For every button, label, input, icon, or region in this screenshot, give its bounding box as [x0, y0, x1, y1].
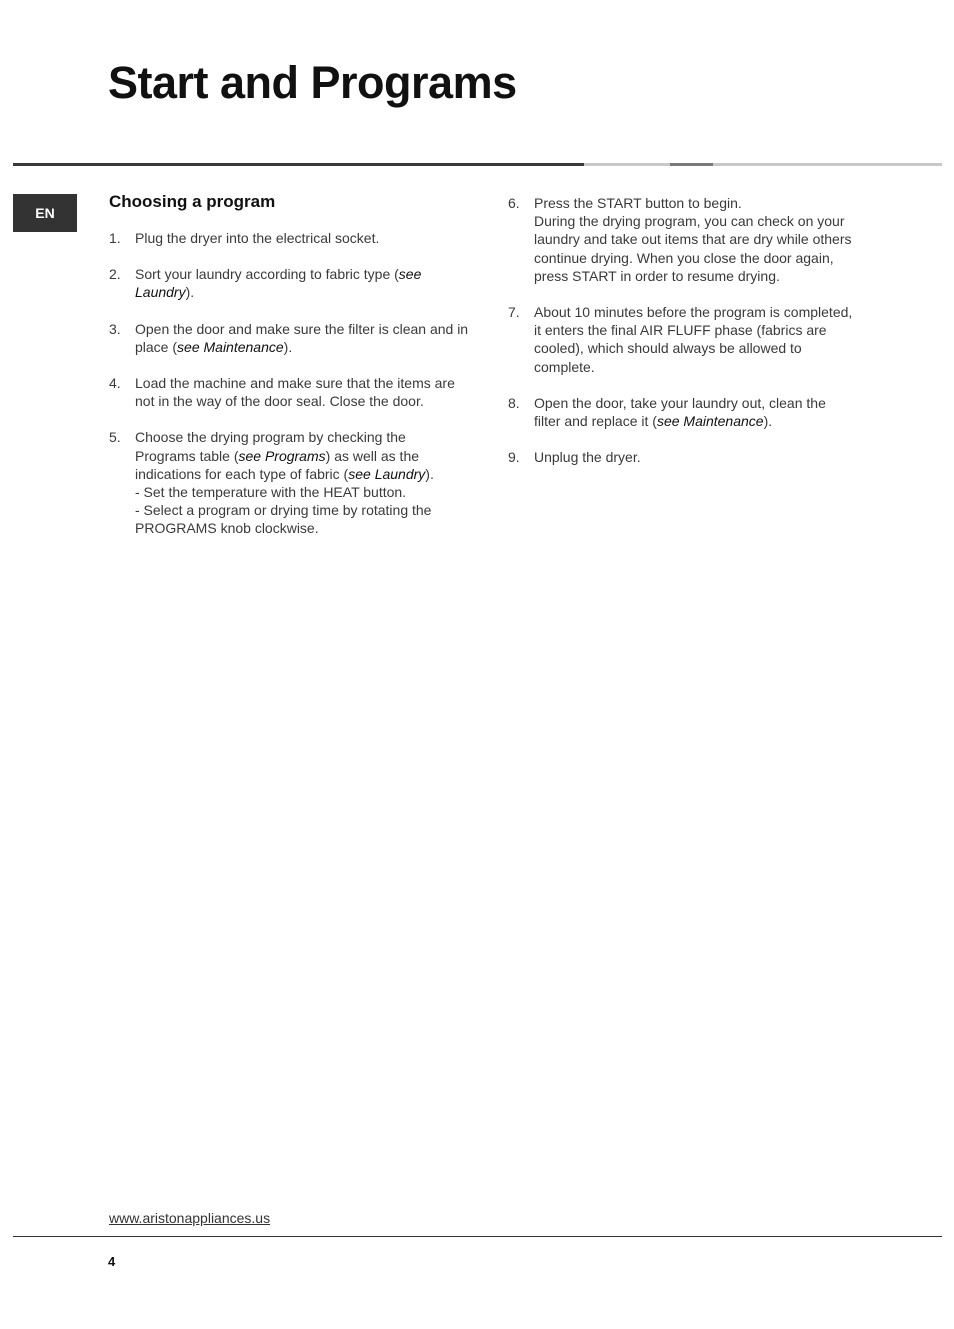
step-text-segment: During the drying program, you can check on your laundry and take out items that are dry while others continue drying. When you close the door again, press START in order to resume drying. — [534, 213, 852, 284]
cross-reference: see Programs — [238, 447, 326, 464]
language-tab: EN — [13, 194, 77, 232]
step-text-segment: Press the START button to begin. — [534, 195, 742, 211]
list-item — [508, 448, 853, 466]
list-item — [508, 303, 853, 376]
cross-reference: see Laundry — [348, 465, 426, 482]
step-text — [534, 395, 826, 429]
step-number: 8. — [508, 394, 520, 411]
step-number: 5. — [109, 429, 121, 446]
step-text — [135, 321, 468, 355]
step-text-segment: - Set the temperature with the HEAT button. — [135, 484, 407, 501]
step-number: 2. — [109, 266, 121, 283]
page-title: Start and Programs — [108, 57, 517, 108]
step-text-segment: ). — [185, 284, 195, 301]
list-item — [109, 374, 469, 410]
step-text-segment: Open the door and make sure the filter is clean and in place ( — [135, 320, 469, 355]
steps-list-left — [109, 229, 469, 556]
list-item — [508, 194, 853, 285]
list-item — [508, 394, 853, 430]
step-number: 1. — [109, 230, 121, 246]
list-item — [109, 265, 469, 301]
step-text-segment: Load the machine and make sure that the items are not in the way of the door seal. Close the door. — [135, 375, 455, 410]
step-text-segment: ) as well as the indications for each type of fabric ( — [135, 447, 420, 482]
page-number: 4 — [108, 1254, 116, 1269]
step-text — [534, 449, 641, 465]
step-text — [135, 429, 434, 536]
step-text — [534, 195, 852, 284]
step-text — [534, 304, 852, 375]
list-item — [109, 320, 469, 356]
steps-list-right — [508, 194, 853, 484]
step-text-segment: - Select a program or drying time by rotating the PROGRAMS knob clockwise. — [135, 502, 432, 537]
step-text — [135, 230, 379, 246]
step-text-segment: ). — [283, 338, 293, 355]
step-text-segment: Plug the dryer into the electrical socket. — [135, 230, 380, 246]
step-text-segment: Unplug the dryer. — [534, 449, 641, 466]
list-item — [109, 229, 469, 247]
step-number: 6. — [508, 195, 520, 211]
header-divider-mid — [670, 163, 713, 166]
step-text-segment: Choose the drying program by checking the Programs table ( — [135, 429, 406, 464]
step-text-segment: Sort your laundry according to fabric type ( — [135, 266, 399, 283]
section-heading: Choosing a program — [109, 192, 276, 211]
step-text-segment: ). — [425, 465, 434, 482]
step-number: 7. — [508, 304, 520, 321]
footer-divider — [13, 1236, 942, 1237]
step-text-segment: ). — [763, 413, 773, 430]
header-divider-light — [584, 163, 670, 166]
step-text — [135, 266, 421, 300]
step-text-segment: Open the door, take your laundry out, clean the filter and replace it ( — [534, 394, 826, 430]
cross-reference: see Maintenance — [656, 413, 764, 430]
website-link[interactable]: www.aristonappliances.us — [109, 1210, 271, 1226]
header-divider-light-end — [713, 163, 942, 166]
cross-reference: see Laundry — [135, 266, 422, 301]
list-item — [109, 428, 469, 537]
step-text-segment: About 10 minutes before the program is completed, it enters the final AIR FLUFF phase (fabrics are cooled), which should always be allowed to complete. — [534, 304, 853, 375]
step-number: 3. — [109, 320, 121, 337]
header-divider-dark — [13, 163, 584, 166]
step-number: 9. — [508, 449, 520, 466]
cross-reference: see Maintenance — [177, 338, 284, 355]
step-number: 4. — [109, 375, 121, 392]
step-text — [135, 375, 455, 409]
